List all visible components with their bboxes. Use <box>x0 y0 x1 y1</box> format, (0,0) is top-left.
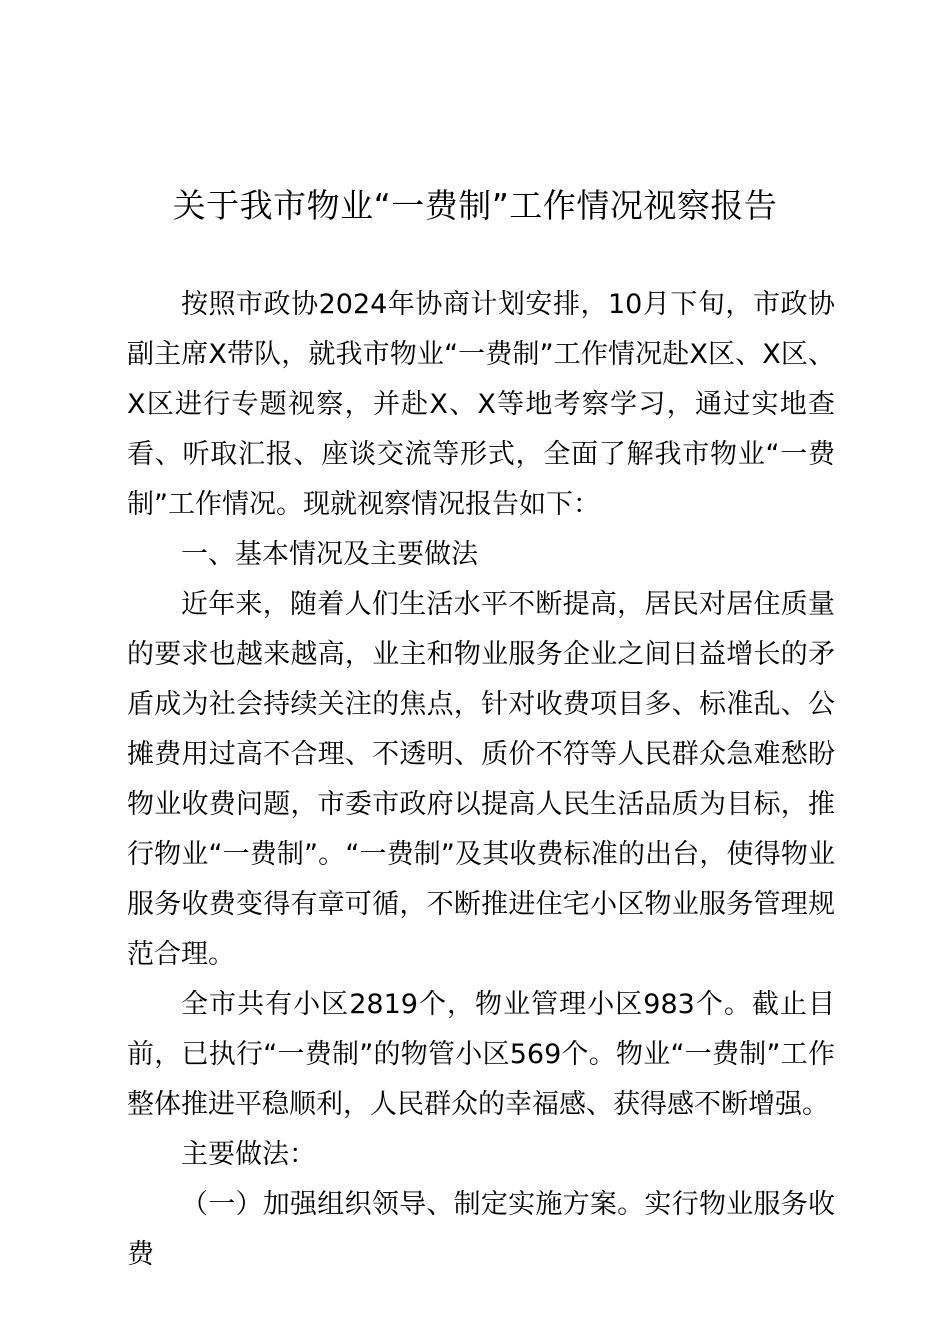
document-title: 关于我市物业“一费制”工作情况视察报告 <box>172 186 778 225</box>
paragraph-background: 近年来，随着人们生活水平不断提高，居民对居住质量的要求也越来越高，业主和物业服务企业之间日益增长的矛盾成为社会持续关注的焦点，针对收费项目多、标准乱、公摊费用过高不合理、不透明、质价不符等人民群众急难愁盼物业收费问题，市委市政府以提高人民生活品质为目标，推行物业“一费制”。“一费制”及其收费标准的出台，使得物业服务收费变得有章可循，不断推进住宅小区物业服务管理规范合理。 <box>127 589 835 970</box>
paragraph-intro: 按照市政协2024年协商计划安排，10月下旬，市政协副主席X带队，就我市物业“一费制”工作情况赴X区、X区、X区进行专题视察，并赴X、X等地考察学习，通过实地查看、听取汇报、座谈交流等形式，全面了解我市物业“一费制”工作情况。现就视察情况报告如下： <box>127 289 835 520</box>
document-body <box>127 280 835 1280</box>
paragraph-statistics: 全市共有小区2819个，物业管理小区983个。截止目前，已执行“一费制”的物管小区569个。物业“一费制”工作整体推进平稳顺利，人民群众的幸福感、获得感不断增强。 <box>127 989 835 1120</box>
section-heading-basic-situation: 一、基本情况及主要做法 <box>181 539 478 570</box>
paragraph-measure-1: （一）加强组织领导、制定实施方案。实行物业服务收费 <box>127 1189 835 1270</box>
paragraph-main-measures-label: 主要做法： <box>181 1139 316 1170</box>
